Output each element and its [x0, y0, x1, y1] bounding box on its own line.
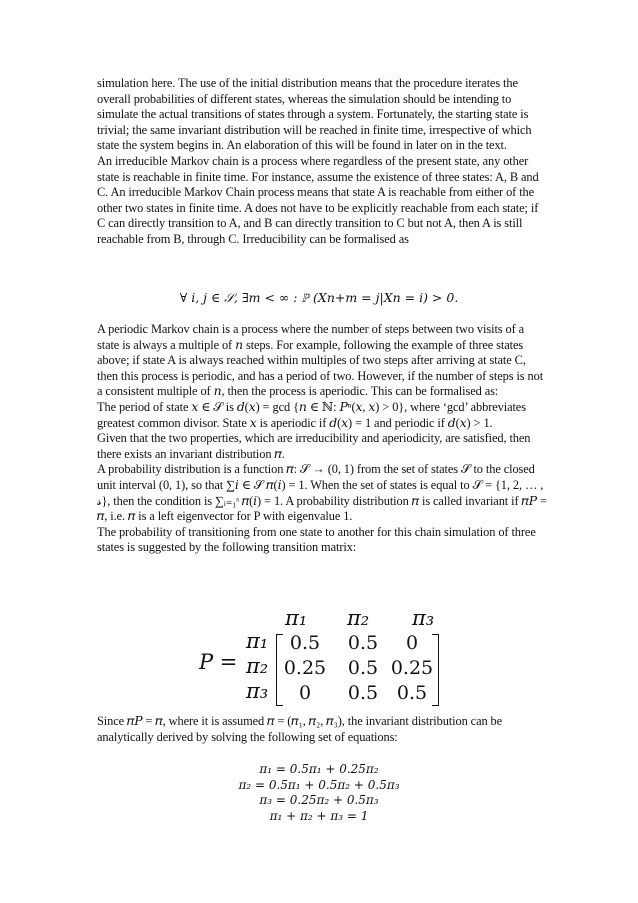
paragraph-periodic: A periodic Markov chain is a process where the number of steps between two visits of a state is always a multiple of 𝑛 steps. For example, following the example of three states above; if state A is always reached within multiples of two steps after arriving at state C, then this process is periodic, and has a period of two. However, if the number of steps is not a consistent multiple of 𝑛, then the process is aperiodic. This can be formalised as:: [97, 322, 544, 399]
matrix-col-header: 𝜋₃: [412, 606, 435, 630]
paragraph-probability-distribution: A probability distribution is a function 𝜋: 𝒮 → (0, 1) from the set of states 𝒮 to the closed unit interval (0, 1), so that ∑𝑖 ∈ 𝒮 𝜋(𝑖) = 1. When the set of states is equal to 𝒮 = {1, 2, … , 𝓈}, then the condition is ∑ᵢ₌₁ˢ 𝜋(𝑖) = 1. A probability distribution 𝜋 is called invariant if 𝜋𝑃 = 𝜋, i.e. 𝜋 is a left eigenvector for P with eigenvalue 1.: [97, 462, 547, 524]
matrix-cell: 0.5: [289, 632, 321, 654]
matrix-left-bracket: [276, 634, 283, 706]
equation-line: 𝜋₃ = 0.25𝜋₂ + 0.5𝜋₃: [259, 793, 379, 808]
matrix-row-header: 𝜋₁: [246, 629, 269, 653]
matrix-right-bracket: [432, 634, 439, 706]
matrix-col-header: 𝜋₁: [285, 606, 308, 630]
irreducibility-equation: ∀ 𝑖, 𝑗 ∈ 𝒮, ∃𝑚 < ∞ : ℙ (𝑋𝑛+𝑚 = 𝑗|𝑋𝑛 = 𝑖) > 0.: [179, 290, 459, 305]
paragraph-simulation: simulation here. The use of the initial distribution means that the procedure iterates the overall probabilities of different states, whereas the simulation should be intending to simulate the actual transitions of states through a system. Fortunately, the starting state is trivial; the same invariant distribution will be reached in finite time, irrespective of which state the system begins in. An elaboration of this will be found in later on in the text.: [97, 76, 532, 153]
matrix-symbol: 𝑃 =: [199, 650, 238, 674]
intro-text-block: [97, 76, 549, 248]
matrix-col-header: 𝜋₂: [347, 606, 370, 630]
matrix-cell: 0.5: [347, 657, 379, 679]
matrix-row-header: 𝜋₂: [246, 654, 269, 678]
equation-line: 𝜋₁ + 𝜋₂ + 𝜋₃ = 1: [269, 808, 369, 823]
paragraph-invariant-existence: Given that the two properties, which are irreducibility and aperiodicity, are satisfied, then there exists an invariant distribution 𝜋.: [97, 431, 531, 461]
matrix-cell: 0.25: [283, 657, 327, 679]
matrix-cell: 0.5: [347, 682, 379, 704]
equation-line: 𝜋₂ = 0.5𝜋₁ + 0.5𝜋₂ + 0.5𝜋₃: [238, 777, 400, 792]
matrix-cell: 0.5: [347, 632, 379, 654]
paragraph-since: Since 𝜋𝑃 = 𝜋, where it is assumed 𝜋 = (𝜋₁, 𝜋₂, 𝜋₃), the invariant distribution can be analytically derived by solving the following set of equations:: [97, 714, 503, 744]
matrix-cell: 0.25: [390, 657, 434, 679]
paragraph-period-definition: The period of state 𝑥 ∈ 𝒮 is 𝑑(𝑥) = gcd {𝑛 ∈ ℕ: 𝑃ⁿ(𝑥, 𝑥) > 0}, where ‘gcd’ abbreviates greatest common divisor. State 𝑥 is aperiodic if 𝑑(𝑥) = 1 and periodic if 𝑑(𝑥) > 1.: [97, 399, 526, 430]
equation-line: 𝜋₁ = 0.5𝜋₁ + 0.25𝜋₂: [259, 762, 379, 776]
invariant-text-block: [97, 714, 549, 745]
equation-system: [0, 762, 638, 824]
paragraph-irreducible: An irreducible Markov chain is a process where regardless of the present state, any other state is reachable in finite time. For instance, assume the existence of three states: A, B and C. An irreducible Markov Chain process means that state A is reachable from either of the other two states in finite time. A does not have to be explicitly reachable from each state; if C can directly transition to A, and B can directly transition to C but not A, then A is still reachable from B, through C. Irreducibility can be formalised as: [97, 153, 539, 246]
periodicity-text-block: [97, 322, 549, 556]
matrix-row-header: 𝜋₃: [246, 679, 269, 703]
paragraph-transition-intro: The probability of transitioning from one state to another for this chain simulation of three states is suggested by the following transition matrix:: [97, 524, 536, 555]
matrix-cell: 0: [298, 682, 312, 704]
matrix-cell: 0.5: [396, 682, 428, 704]
matrix-cell: 0: [405, 632, 419, 654]
